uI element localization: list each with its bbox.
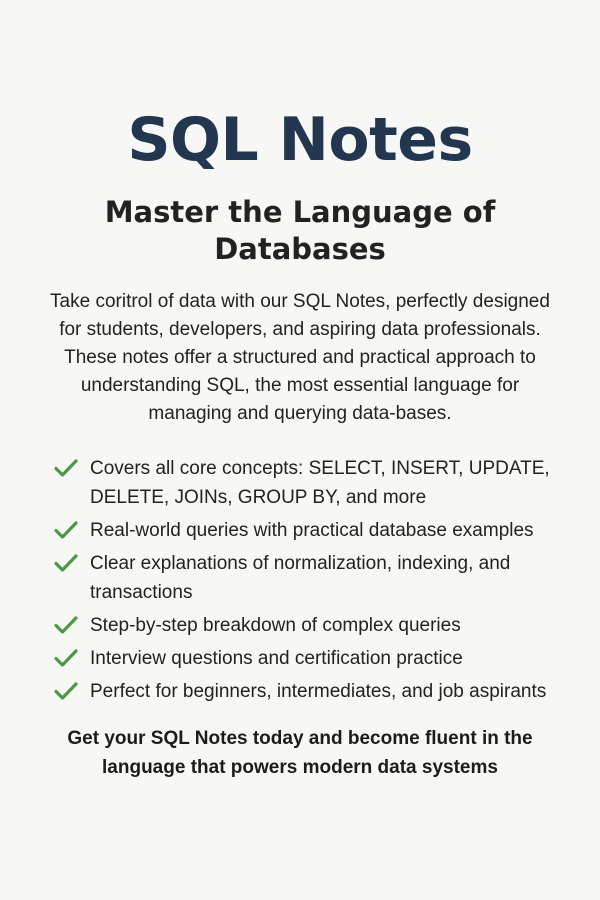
check-icon [54,553,78,573]
intro-paragraph: Take coritrol of data with our SQL Notes, perfectly designed for students, developers, and aspiring data professionals. These notes offer a structured and practical approach to understanding SQL, the most essential language for managing and querying data-bases. [50,291,550,424]
feature-text: Covers all core concepts: SELECT, INSERT, UPDATE, DELETE, JOINs, GROUP BY, and more [90,458,550,508]
check-icon [54,458,78,478]
feature-item [54,549,566,607]
feature-text: Clear explanations of normalization, indexing, and transactions [90,553,511,603]
check-icon [54,615,78,635]
feature-item [54,611,566,640]
feature-list [34,454,566,706]
page-title: SQL Notes [127,105,473,175]
feature-item [54,516,566,545]
check-icon [54,681,78,701]
check-icon [54,520,78,540]
feature-item [54,677,566,706]
feature-item [54,644,566,673]
feature-text: Interview questions and certification practice [90,648,463,669]
feature-text: Real-world queries with practical database examples [90,520,534,541]
page-subtitle: Master the Language of Databases [104,195,496,266]
feature-item [54,454,566,512]
check-icon [54,648,78,668]
feature-text: Perfect for beginners, intermediates, and job aspirants [90,681,547,702]
feature-text: Step-by-step breakdown of complex queries [90,615,461,636]
call-to-action: Get your SQL Notes today and become fluent in the language that powers modern data systems [67,728,533,778]
